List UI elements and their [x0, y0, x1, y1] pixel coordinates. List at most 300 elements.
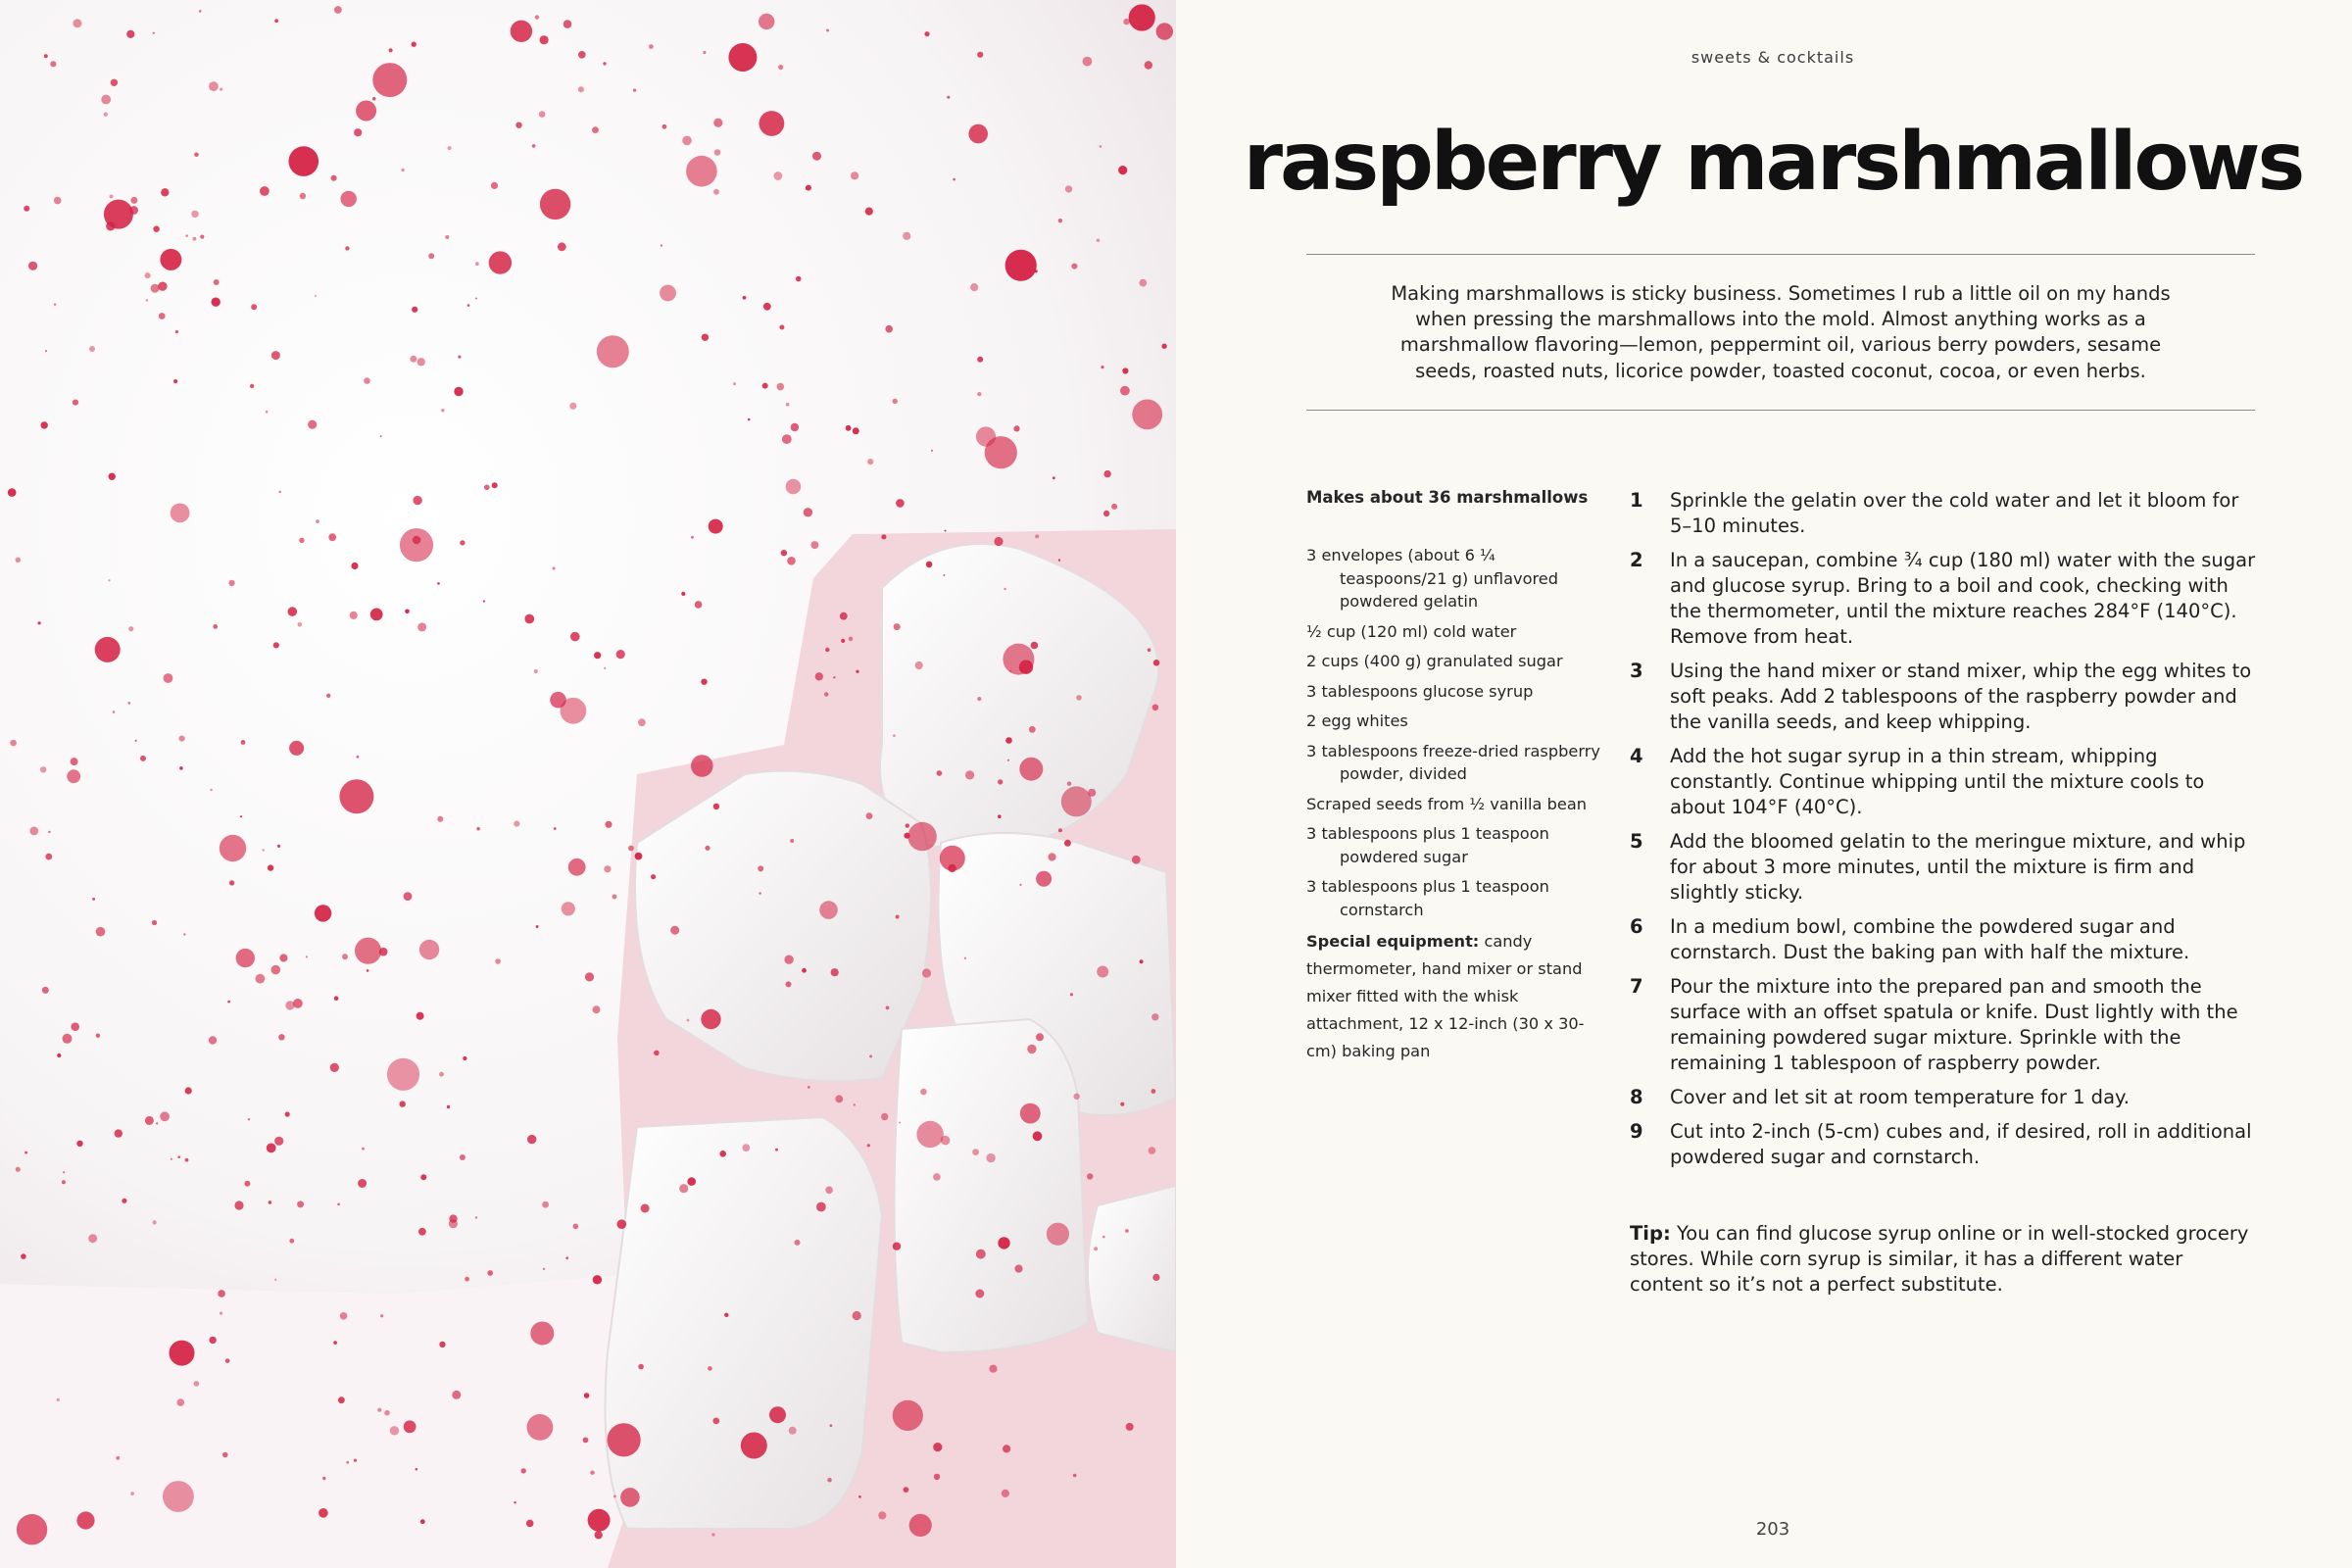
raspberry-speck — [998, 814, 1002, 818]
raspberry-speck — [308, 420, 317, 429]
ingredient: 3 tablespoons plus 1 teaspoon powdered sugar — [1306, 824, 1549, 866]
raspberry-speck — [316, 519, 319, 523]
raspberry-speck — [315, 905, 331, 921]
raspberry-speck — [129, 206, 138, 215]
ingredient: 3 tablespoons glucose syrup — [1306, 681, 1534, 701]
raspberry-speck — [322, 1477, 325, 1480]
raspberry-speck — [796, 276, 802, 282]
raspberry-speck — [96, 1034, 100, 1038]
raspberry-speck — [904, 1487, 909, 1493]
raspberry-speck — [853, 1311, 861, 1320]
raspberry-speck — [1033, 1131, 1043, 1141]
raspberry-speck — [1152, 1089, 1156, 1094]
raspberry-speck — [1100, 145, 1102, 148]
raspberry-speck — [42, 987, 49, 994]
raspberry-speck — [95, 637, 121, 662]
raspberry-speck — [539, 111, 546, 118]
raspberry-speck — [540, 189, 570, 220]
raspberry-speck — [590, 1471, 594, 1475]
raspberry-speck — [713, 804, 719, 809]
raspberry-speck — [412, 42, 416, 47]
raspberry-speck — [784, 956, 793, 964]
raspberry-speck — [193, 237, 197, 241]
raspberry-speck — [853, 427, 859, 434]
raspberry-speck — [277, 845, 280, 848]
step-text: In a medium bowl, combine the powdered sugar and cornstarch. Dust the baking pan with half the mixture. — [1670, 915, 2190, 963]
raspberry-speck — [816, 1202, 826, 1212]
raspberry-speck — [791, 423, 799, 431]
raspberry-speck — [1123, 19, 1129, 24]
raspberry-speck — [177, 1155, 180, 1158]
raspberry-speck — [1152, 1013, 1158, 1020]
raspberry-speck — [339, 779, 373, 813]
raspberry-speck — [789, 1427, 797, 1435]
raspberry-speck — [977, 392, 981, 396]
raspberry-speck — [573, 1224, 579, 1230]
raspberry-speck — [214, 279, 220, 285]
raspberry-speck — [389, 48, 393, 52]
raspberry-speck — [885, 325, 893, 333]
raspberry-speck — [1058, 828, 1062, 832]
raspberry-speck — [976, 1250, 986, 1259]
raspberry-speck — [152, 920, 157, 925]
raspberry-speck — [994, 537, 1003, 546]
raspberry-speck — [491, 182, 498, 189]
raspberry-speck — [1103, 511, 1109, 516]
raspberry-speck — [54, 304, 56, 306]
raspberry-speck — [833, 676, 835, 678]
raspberry-speck — [570, 632, 580, 642]
raspberry-speck — [328, 533, 336, 541]
step-text: Using the hand mixer or stand mixer, whip the egg whites to soft peaks. Add 2 tablespoons of the raspberry powder and the vanilla seeds, and keep whipping. — [1670, 660, 2252, 733]
raspberry-speck — [1031, 642, 1039, 650]
raspberry-speck — [1036, 1033, 1044, 1041]
raspberry-speck — [1122, 368, 1128, 373]
step — [1630, 1119, 2257, 1170]
tip — [1630, 1221, 2257, 1298]
step-number: 8 — [1630, 1086, 1643, 1108]
raspberry-speck — [160, 1111, 170, 1121]
raspberry-speck — [535, 15, 539, 19]
raspberry-speck — [475, 1216, 477, 1218]
raspberry-speck — [191, 211, 198, 218]
raspberry-speck — [733, 382, 736, 385]
raspberry-speck — [370, 609, 383, 621]
raspberry-speck — [989, 1365, 997, 1373]
raspberry-speck — [830, 1424, 833, 1427]
raspberry-speck — [804, 508, 812, 516]
raspberry-speck — [384, 1410, 390, 1416]
raspberry-speck — [1035, 270, 1038, 272]
raspberry-speck — [416, 1468, 418, 1471]
raspberry-speck — [1140, 959, 1144, 963]
raspberry-speck — [271, 351, 280, 360]
raspberry-speck — [73, 19, 81, 27]
recipe-page — [1176, 0, 2352, 1568]
step-text: Cover and let sit at room temperature for 1 day. — [1670, 1086, 2130, 1108]
sugar-drift — [0, 1274, 666, 1568]
raspberry-speck — [227, 1001, 230, 1004]
step — [1630, 744, 2257, 820]
raspberry-speck — [71, 1022, 79, 1031]
raspberry-speck — [390, 1426, 399, 1435]
raspberry-speck — [341, 191, 357, 207]
raspberry-speck — [160, 249, 181, 270]
raspberry-speck — [156, 1122, 158, 1124]
step — [1630, 659, 2257, 735]
raspberry-speck — [428, 253, 434, 259]
raspberry-speck — [108, 579, 110, 581]
raspberry-speck — [185, 234, 188, 237]
raspberry-speck — [401, 169, 404, 172]
raspberry-speck — [44, 54, 48, 58]
raspberry-speck — [1065, 185, 1072, 192]
raspberry-speck — [38, 621, 41, 624]
raspberry-speck — [620, 1488, 640, 1507]
raspberry-speck — [530, 1322, 554, 1346]
raspberry-speck — [200, 235, 204, 239]
raspberry-speck — [128, 702, 131, 705]
raspberry-speck — [318, 1508, 328, 1518]
raspberry-speck — [670, 926, 679, 935]
step-number: 9 — [1630, 1120, 1643, 1143]
raspberry-speck — [881, 1113, 888, 1120]
raspberry-speck — [1067, 782, 1071, 786]
raspberry-speck — [819, 901, 838, 919]
raspberry-speck — [1035, 534, 1039, 538]
raspberry-speck — [331, 175, 337, 181]
raspberry-speck — [248, 1118, 250, 1120]
recipe-title: raspberry marshmallows — [1243, 116, 2303, 209]
raspberry-speck — [268, 864, 273, 870]
raspberry-speck — [786, 981, 792, 987]
raspberry-speck — [1007, 760, 1009, 761]
raspberry-speck — [585, 972, 594, 981]
raspberry-speck — [333, 1341, 337, 1345]
raspberry-speck — [171, 504, 190, 523]
raspberry-speck — [1120, 1102, 1124, 1106]
raspberry-speck — [229, 880, 234, 885]
raspberry-speck — [209, 1337, 216, 1344]
raspberry-speck — [1097, 966, 1108, 978]
raspberry-speck — [662, 124, 667, 129]
raspberry-speck — [213, 624, 218, 629]
raspberry-speck — [410, 356, 416, 363]
raspberry-speck — [63, 1171, 65, 1173]
raspberry-speck — [345, 246, 349, 250]
raspberry-speck — [713, 119, 722, 127]
raspberry-speck — [420, 1519, 425, 1524]
raspberry-speck — [1126, 1423, 1134, 1431]
raspberry-speck — [1161, 344, 1166, 349]
raspberry-speck — [111, 79, 118, 86]
raspberry-speck — [724, 1313, 728, 1317]
raspberry-speck — [109, 473, 116, 480]
raspberry-speck — [638, 1364, 644, 1370]
raspberry-speck — [851, 172, 858, 179]
raspberry-speck — [441, 409, 444, 412]
raspberry-speck — [787, 557, 796, 565]
raspberry-speck — [701, 679, 707, 685]
raspberry-speck — [933, 1443, 942, 1451]
raspberry-speck — [289, 146, 319, 176]
raspberry-speck — [45, 854, 52, 860]
raspberry-speck — [194, 153, 199, 158]
raspberry-speck — [867, 459, 873, 465]
step-text: Sprinkle the gelatin over the cold water and let it bloom for 5–10 minutes. — [1670, 489, 2239, 537]
raspberry-speck — [904, 833, 909, 839]
raspberry-speck — [790, 839, 794, 843]
raspberry-speck — [21, 1253, 26, 1259]
raspberry-speck — [364, 377, 370, 384]
raspberry-speck — [380, 435, 382, 437]
raspberry-speck — [158, 282, 167, 291]
raspberry-speck — [1005, 250, 1037, 281]
raspberry-speck — [263, 849, 265, 851]
raspberry-speck — [337, 1203, 340, 1206]
raspberry-speck — [854, 1103, 856, 1105]
raspberry-speck — [220, 1312, 222, 1315]
raspberry-speck — [679, 1184, 688, 1193]
method-column — [1630, 488, 2257, 1179]
raspberry-speck — [633, 89, 636, 92]
raspberry-speck — [274, 1279, 276, 1281]
raspberry-speck — [269, 1200, 272, 1204]
raspberry-speck — [1076, 695, 1082, 701]
raspberry-speck — [975, 1290, 984, 1298]
raspberry-speck — [244, 1181, 250, 1187]
raspberry-speck — [782, 434, 792, 444]
raspberry-speck — [869, 1054, 872, 1057]
equipment-label: Special equipment: — [1306, 932, 1480, 951]
ingredient: 3 tablespoons freeze-dried raspberry powder, divided — [1306, 741, 1600, 783]
raspberry-speck — [953, 178, 956, 181]
ingredient: ½ cup (120 ml) cold water — [1306, 621, 1517, 641]
raspberry-speck — [527, 1414, 554, 1441]
raspberry-speck — [10, 740, 17, 747]
raspberry-speck — [893, 1400, 923, 1431]
raspberry-speck — [651, 874, 656, 879]
raspberry-speck — [266, 411, 269, 414]
raspberry-speck — [76, 1511, 94, 1529]
step — [1630, 548, 2257, 650]
raspberry-speck — [1118, 166, 1127, 174]
raspberry-speck — [536, 925, 539, 928]
raspberry-speck — [649, 44, 654, 49]
raspberry-speck — [289, 741, 304, 756]
raspberry-speck — [774, 172, 783, 180]
raspberry-speck — [1048, 853, 1055, 860]
raspberry-speck — [218, 1290, 225, 1298]
step-text: Add the hot sugar syrup in a thin stream, whipping constantly. Continue whipping until the mixture cools to about 104°F (40°C). — [1670, 745, 2205, 818]
raspberry-speck — [463, 1056, 466, 1060]
raspberry-speck — [15, 558, 21, 564]
raspberry-speck — [1004, 588, 1005, 590]
raspberry-speck — [937, 770, 943, 776]
raspberry-speck — [1020, 1103, 1041, 1124]
raspberry-speck — [355, 938, 381, 964]
raspberry-speck — [279, 954, 287, 961]
raspberry-speck — [350, 612, 358, 619]
raspberry-speck — [113, 710, 116, 713]
raspberry-speck — [514, 1501, 515, 1503]
raspberry-speck — [274, 1137, 283, 1146]
raspberry-speck — [1003, 644, 1034, 675]
raspberry-speck — [779, 325, 784, 330]
raspberry-speck — [940, 846, 965, 871]
raspberry-speck — [439, 1072, 444, 1077]
raspberry-speck — [418, 1228, 426, 1236]
raspberry-speck — [267, 1144, 276, 1153]
raspberry-speck — [583, 1438, 589, 1444]
raspberry-speck — [795, 1240, 801, 1246]
raspberry-speck — [540, 35, 549, 44]
raspberry-speck — [924, 31, 929, 36]
step-text: Add the bloomed gelatin to the meringue mixture, and whip for about 3 more minutes, until the mixture is firm and slightly sticky. — [1670, 830, 2246, 904]
raspberry-speck — [1061, 786, 1092, 816]
raspberry-speck — [595, 1531, 603, 1539]
equipment-text: candy thermometer, hand mixer or stand mixer fitted with the whisk attachment, 12 x 12-inch (30 x 30-cm) baking pan — [1306, 932, 1585, 1060]
raspberry-speck — [702, 334, 709, 341]
ingredient: Scraped seeds from ½ vanilla bean — [1306, 794, 1587, 813]
raspberry-speck — [271, 965, 281, 975]
raspberry-speck — [709, 519, 723, 534]
raspberry-speck — [825, 1187, 833, 1195]
raspberry-speck — [24, 206, 29, 212]
raspberry-speck — [835, 1096, 843, 1103]
raspberry-speck — [977, 697, 981, 701]
raspberry-speck — [380, 1314, 383, 1317]
raspberry-speck — [1145, 61, 1152, 69]
raspberry-speck — [604, 865, 611, 872]
raspberry-speck — [1013, 425, 1019, 431]
raspberry-speck — [372, 63, 407, 97]
raspberry-speck — [763, 303, 771, 311]
raspberry-speck — [96, 927, 106, 937]
raspberry-speck — [593, 1275, 602, 1284]
raspberry-speck — [712, 1418, 719, 1425]
raspberry-speck — [170, 1341, 195, 1366]
raspberry-speck — [532, 144, 536, 148]
raspberry-speck — [62, 1180, 66, 1184]
raspberry-speck — [356, 101, 376, 122]
raspberry-speck — [907, 822, 936, 851]
raspberry-speck — [179, 736, 185, 742]
raspberry-speck — [449, 1219, 458, 1228]
raspberry-speck — [73, 400, 78, 406]
raspberry-speck — [695, 601, 703, 609]
raspberry-speck — [1103, 470, 1110, 477]
raspberry-speck — [300, 193, 306, 199]
raspberry-speck — [220, 835, 246, 861]
raspberry-speck — [1111, 504, 1117, 510]
raspberry-speck — [759, 892, 760, 894]
raspberry-speck — [741, 1433, 767, 1459]
raspberry-speck — [977, 357, 983, 363]
raspberry-speck — [808, 1086, 810, 1089]
raspberry-speck — [1083, 57, 1093, 67]
raspberry-speck — [588, 1509, 611, 1532]
raspberry-speck — [447, 1105, 450, 1108]
raspberry-speck — [759, 14, 774, 29]
raspberry-speck — [568, 858, 586, 876]
ingredient: 2 cups (400 g) granulated sugar — [1306, 652, 1563, 670]
raspberry-speck — [825, 648, 829, 652]
raspberry-speck — [1132, 400, 1162, 430]
raspberry-speck — [146, 299, 148, 301]
raspberry-speck — [1047, 1223, 1069, 1246]
raspberry-speck — [492, 482, 498, 488]
raspberry-speck — [179, 766, 183, 770]
raspberry-speck — [542, 1201, 549, 1208]
section-label: sweets & cocktails — [1690, 48, 1855, 67]
raspberry-speck — [412, 307, 417, 313]
raspberry-speck — [110, 195, 114, 199]
raspberry-speck — [998, 779, 1003, 784]
step-number: 7 — [1630, 975, 1643, 998]
raspberry-speck — [564, 20, 572, 28]
raspberry-speck — [1014, 1265, 1022, 1273]
raspberry-speck — [1153, 660, 1160, 666]
raspberry-speck — [526, 1520, 534, 1528]
raspberry-speck — [452, 1391, 461, 1399]
raspberry-speck — [185, 1158, 189, 1162]
raspberry-speck — [194, 1381, 200, 1387]
raspberry-speck — [616, 650, 625, 659]
raspberry-speck — [130, 197, 137, 204]
raspberry-speck — [893, 399, 898, 404]
raspberry-speck — [135, 740, 137, 742]
raspberry-speck — [183, 933, 185, 935]
raspberry-speck — [915, 662, 923, 669]
raspberry-speck — [846, 425, 852, 431]
raspberry-speck — [1073, 1474, 1077, 1478]
raspberry-speck — [858, 1495, 861, 1498]
raspberry-speck — [841, 639, 845, 643]
raspberry-speck — [661, 244, 662, 246]
raspberry-speck — [48, 831, 50, 833]
raspberry-speck — [250, 384, 254, 388]
raspberry-speck — [933, 1173, 941, 1181]
raspberry-speck — [584, 1393, 590, 1398]
raspberry-speck — [297, 1200, 304, 1207]
step — [1630, 829, 2257, 906]
raspberry-speck — [815, 672, 823, 680]
raspberry-speck — [1132, 856, 1141, 864]
raspberry-speck — [354, 128, 362, 136]
step-number: 3 — [1630, 660, 1643, 682]
raspberry-speck — [762, 383, 768, 389]
raspberry-speck — [445, 235, 449, 239]
raspberry-speck — [298, 622, 303, 627]
raspberry-speck — [104, 200, 133, 229]
raspberry-speck — [896, 915, 900, 919]
raspberry-speck — [54, 197, 62, 205]
raspberry-speck — [810, 541, 818, 549]
raspberry-speck — [8, 488, 17, 497]
raspberry-speck — [372, 97, 376, 101]
raspberry-speck — [92, 898, 95, 901]
raspberry-speck — [878, 1511, 886, 1519]
raspberry-speck — [719, 1151, 726, 1157]
raspberry-speck — [1009, 670, 1011, 672]
raspberry-speck — [209, 81, 219, 91]
raspberry-speck — [1097, 239, 1101, 243]
step — [1630, 914, 2257, 965]
raspberry-speck — [236, 949, 255, 967]
raspberry-speck — [299, 538, 304, 543]
raspberry-speck — [89, 346, 95, 352]
